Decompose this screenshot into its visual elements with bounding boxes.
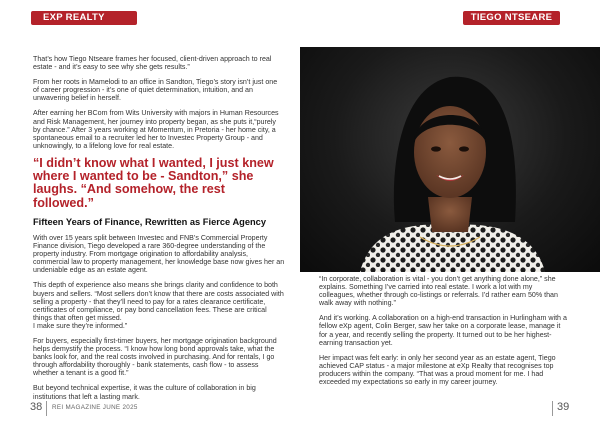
- section-tab-right: TIEGO NTSEARE: [463, 11, 560, 25]
- paragraph-roots: From her roots in Mamelodi to an office in Sandton, Tiego’s story isn’t just one of career progression - it’s one of quiet determination, intuition, and an unwavering belief in herself.: [33, 78, 278, 103]
- sellers-text: This depth of experience also means she brings clarity and confidence to both buyers and sellers. “Most sellers don’t know that there are costs associated with selling a property - that they’ll need to pay for a rates clearance certificate, certificates of compliance, or pay bond cancellation fees. These are critical things that often get missed.: [33, 281, 284, 322]
- portrait-illustration: [300, 47, 600, 272]
- footer-divider-right: [552, 401, 553, 416]
- paragraph-collaboration: But beyond technical expertise, it was the culture of collaboration in big institutions that left a lasting mark.: [33, 384, 256, 401]
- paragraph-transaction: And it’s working. A collaboration on a high-end transaction in Hurlingham with a fellow eXp agent, Colin Berger, saw her take on a corporate lease, manage it for a year, and recently selling the property. It turned out to be her highest-earning transaction yet.: [319, 314, 567, 347]
- pull-quote: “I didn’t know what I wanted, I just knew where I wanted to be - Sandton,” she laughs. “And somehow, the rest followed.”: [33, 155, 274, 210]
- paragraph-intro: That’s how Tiego Ntseare frames her focused, client-driven approach to real estate - and it’s easy to see why she gets results.”: [33, 55, 272, 72]
- page-number-right: 39: [557, 401, 570, 413]
- footer-divider-left: [46, 401, 47, 416]
- paragraph-education: After earning her BCom from Wits University with majors in Human Resources and Risk Management, her journey into property began, as she puts it,“purely by chance.” After 3 years working at Momentum, in Pretoria - her home city, a spontaneous email to a recruiter led her to Investec Property Group - and unknowingly, to a lifelong love for real estate.: [33, 109, 279, 150]
- right-article-column: [319, 275, 569, 393]
- magazine-name: REI MAGAZINE JUNE 2025: [52, 404, 138, 411]
- section-subhead: Fifteen Years of Finance, Rewritten as Fierce Agency: [33, 216, 267, 227]
- portrait-photo: [300, 47, 600, 272]
- paragraph-experience: With over 15 years split between Investec and FNB’s Commercial Property Finance division, Tiego developed a rare 360-degree understanding of the property industry. From mortgage origination to affordability analysis, commercial law to property management, her knowledge base now gives her an undeniable edge as an estate agent.: [33, 233, 285, 275]
- left-article-column: [33, 55, 285, 408]
- section-tab-left: EXP REALTY: [31, 11, 137, 25]
- page-number-left: 38: [30, 401, 43, 413]
- paragraph-impact: Her impact was felt early: in only her second year as an estate agent, Tiego achieved CAP status - a major milestone at eXp Realty that recognises top producers within the company. “That was a proud moment for me. I had exceeded my expectations so early in my career journey.: [319, 353, 556, 387]
- sellers-text-end: I make sure they’re informed.”: [33, 321, 128, 330]
- paragraph-sellers: [33, 281, 285, 330]
- paragraph-corporate: “In corporate, collaboration is vital - you don’t get anything done alone,” she explains. Something I’ve carried into real estate. I work a lot with my colleagues, whether through co-listings or referrals. I’d rather earn 50% than walk away with nothing.”: [319, 275, 558, 308]
- paragraph-buyers: For buyers, especially first-timer buyers, her mortgage origination background helps demystify the process. “I know how long bond approvals take, what the banks look for, and the real costs involved in purchasing. And for rentals, I go through affordability thoroughly - bank statements, cash flow - to assess whether a tenant is a good fit.”: [33, 336, 277, 378]
